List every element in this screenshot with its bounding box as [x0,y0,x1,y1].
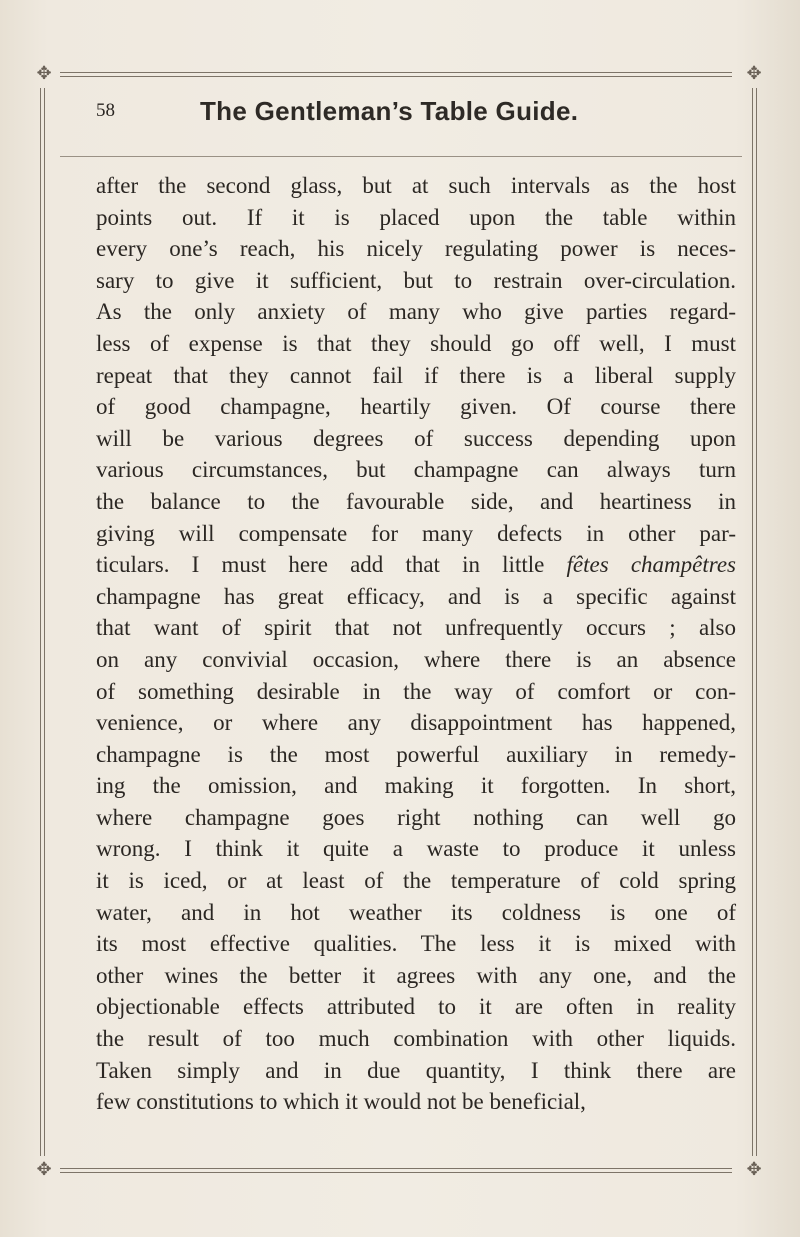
text-line [96,676,736,708]
text-line-content: of good champagne, heartily given. Of course there [96,394,736,420]
page-header [96,96,736,136]
text-line-content: less of expense is that they should go off well, I must [96,330,736,356]
text-line-content: ing the omission, and making it forgotten. In short, [96,773,736,799]
text-line [96,549,736,581]
running-title: The Gentleman’s Table Guide. [200,96,579,126]
ornament-icon: ✥ [36,1159,52,1180]
text-line-content: the balance to the favourable side, and heartiness in [96,488,736,514]
italic-phrase: fêtes champêtres [566,552,736,578]
text-line-content: after the second glass, but at such intervals as the host [96,173,736,198]
header-rule [60,156,742,157]
text-line [96,991,736,1023]
border-rule-right-inner [756,88,757,1156]
text-line-content: it is iced, or at least of the temperature of cold spring [96,868,736,894]
text-line-content: Taken simply and in due quantity, I think there are [96,1057,736,1083]
text-line-content: repeat that they cannot fail if there is a liberal supply [96,362,736,388]
text-line-content: ticulars. I must here add that in little [96,552,567,578]
text-line [96,581,736,613]
text-line-content: objectionable effects attributed to it are often in reality [96,994,736,1020]
ornament-icon: ✥ [746,63,762,84]
text-line [96,486,736,518]
text-line-content: points out. If it is placed upon the table within [96,204,736,230]
text-line-content: water, and in hot weather its coldness is one of [96,899,736,925]
text-line-content: other wines the better it agrees with any one, and the [96,962,736,988]
text-line [96,928,736,960]
page-number: 58 [96,100,115,121]
text-line-content: the result of too much combination with other liquids. [96,1026,736,1052]
text-line [96,360,736,392]
text-line [96,1023,736,1055]
text-line [96,897,736,929]
text-line-content: venience, or where any disappointment has happened, [96,710,736,736]
text-line-content: on any convivial occasion, where there is an absence [96,646,736,672]
border-rule-top-inner [60,76,732,77]
text-line [96,739,736,771]
text-line [96,265,736,297]
text-line [96,423,736,455]
text-line [96,707,736,739]
text-line [96,391,736,423]
text-line-content: As the only anxiety of many who give parties regard- [96,299,736,325]
text-line-content: champagne has great efficacy, and is a specific against [96,583,736,609]
text-line-content: few constitutions to which it would not be beneficial, [96,1089,586,1115]
text-line-content: sary to give it sufficient, but to restrain over-circulation. [96,267,736,293]
text-line-content: will be various degrees of success depending upon [96,425,736,451]
body-text [96,170,736,1118]
border-rule-left-inner [44,88,45,1156]
text-line-content: giving will compensate for many defects in other par- [96,520,736,546]
text-line-content: that want of spirit that not unfrequently occurs ; also [96,615,736,641]
text-line [96,644,736,676]
ornament-icon: ✥ [36,63,52,84]
text-line-content: various circumstances, but champagne can always turn [96,457,736,483]
border-rule-left [40,88,41,1156]
text-line [96,1055,736,1087]
border-rule-bottom-inner [60,1172,732,1173]
text-line-content: where champagne goes right nothing can well go [96,804,736,830]
text-line-content: wrong. I think it quite a waste to produce it unless [96,836,736,862]
text-line [96,960,736,992]
text-line [96,328,736,360]
ornament-icon: ✥ [746,1159,762,1180]
text-line [96,233,736,265]
border-rule-right [752,88,753,1156]
text-line [96,518,736,550]
text-line-content: its most effective qualities. The less it is mixed with [96,931,736,957]
text-line-content: every one’s reach, his nicely regulating power is neces- [96,236,736,262]
text-line [96,802,736,834]
text-line-content: of something desirable in the way of comfort or con- [96,678,736,704]
border-rule-bottom [60,1168,732,1169]
text-line [96,833,736,865]
text-line [96,296,736,328]
text-line [96,770,736,802]
text-line [96,865,736,897]
text-line [96,170,736,202]
text-line [96,1086,736,1118]
text-line [96,454,736,486]
text-line [96,202,736,234]
border-rule-top [60,72,732,73]
text-line-content: champagne is the most powerful auxiliary in remedy- [96,741,736,767]
text-line [96,612,736,644]
